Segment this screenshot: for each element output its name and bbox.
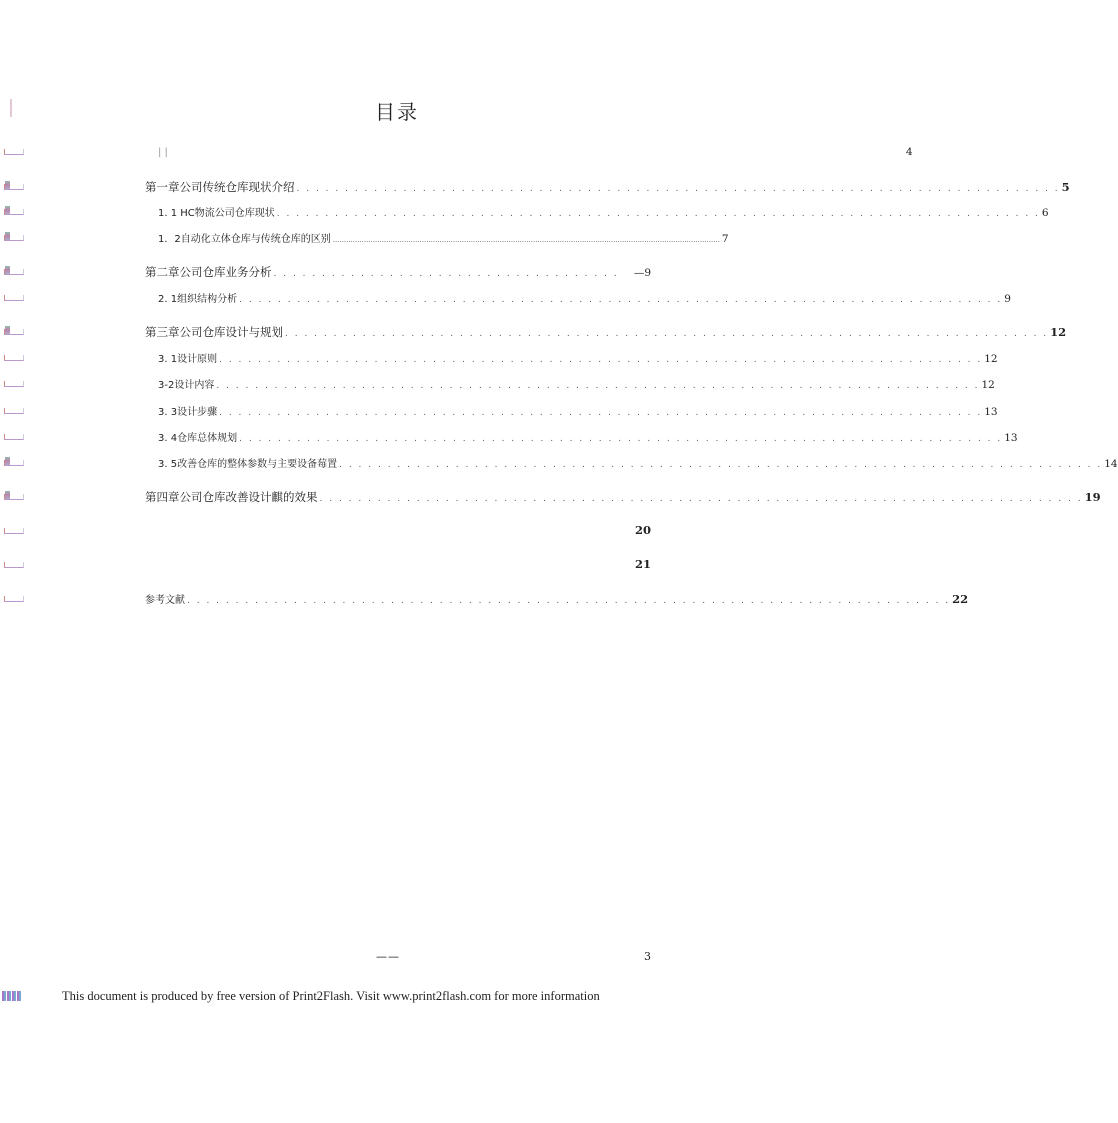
toc-entry[interactable] <box>158 146 913 158</box>
toc-entry-label: 2. 1组织结构分析 <box>158 294 238 305</box>
toc-entry-label: 3. 3设计步骤 <box>158 407 218 418</box>
toc-entry[interactable] <box>145 557 651 571</box>
toc-leader: . . . . . . . . . . . . . . . . . . . . . . . . . . . . . . . . . . . . . . . . . . . . . . . . . . . . . . . . . . . . . . . . . . . . . . . . . . . . . . . <box>239 434 1003 444</box>
toc-entry[interactable] <box>145 324 1067 340</box>
toc-page-number: 19 <box>1084 490 1101 504</box>
toc-entry[interactable] <box>158 376 995 391</box>
toc-entry[interactable] <box>145 264 651 280</box>
margin-mark <box>4 231 22 241</box>
margin-mark <box>4 180 22 190</box>
margin-mark <box>4 430 22 440</box>
toc-entry-label: 3-2设计内容 <box>158 380 215 391</box>
toc-entry[interactable] <box>158 350 998 365</box>
toc-leader: . . . . . . . . . . . . . . . . . . . . . . . . . . . . . . . . . . . . . . . . . . . . . . . . . . . . . . . . . . . . . . . . . . . . . . . . . . . . . . . <box>296 184 1060 194</box>
toc-page-number: 13 <box>984 406 998 418</box>
toc-page-number: 20 <box>634 523 651 537</box>
toc-entry-label: 3. 1设计原则 <box>158 354 218 365</box>
toc-page-number: 7 <box>721 233 729 245</box>
toc-page-number: 12 <box>981 379 995 391</box>
toc-leader: . . . . . . . . . . . . . . . . . . . . . . . . . . . . . . . . . . . . . . . . . . . . . . . . . . . . . . . . . . . . . . . . . . . . . . . . . . . . . . . <box>187 596 951 606</box>
toc-page-number: 6 <box>1041 207 1049 219</box>
margin-mark <box>4 456 22 466</box>
margin-mark <box>4 205 22 215</box>
watermark-text: This document is produced by free version of Print2Flash. Visit www.print2flash.com for more information <box>62 989 600 1003</box>
toc-page-number: —9 <box>633 267 651 279</box>
margin-mark <box>4 145 22 155</box>
margin-mark <box>4 351 22 361</box>
toc-leader: . . . . . . . . . . . . . . . . . . . . . . . . . . . . . . . . . . . . . . . . . . . . . . . . . . . . . . . . . . . . . . . . . . . . . . . . . . . . . . . <box>216 381 980 391</box>
toc-entry-label: 3. 5改善仓库的整体参数与主要设备莓置 <box>158 459 338 470</box>
toc-leader: . . . . . . . . . . . . . . . . . . . . . . . . . . . . . . . . . . . . . . . . . . . . . . . . . . . . . . . . . . . . . . . . . . . . . . . . . . . . . . . <box>239 295 1003 305</box>
toc-page-number: 22 <box>952 592 969 606</box>
toc-entry[interactable] <box>145 591 969 606</box>
toc-page-number: 14 <box>1104 458 1118 470</box>
footer-center-mark: —— <box>376 950 400 963</box>
margin-mark <box>4 265 22 275</box>
toc-page-number: 12 <box>984 353 998 365</box>
toc-entry-label: 1．2自动化立体仓库与传统仓库的区别 <box>158 234 331 245</box>
toc-entry[interactable] <box>145 179 1070 195</box>
toc-leader: . . . . . . . . . . . . . . . . . . . . . . . . . . . . . . . . . . . . . . . . . . . . . . . . . . . . . . . . . . . . . . . . . . . . . . . . . . . . . . . <box>285 329 1049 339</box>
toc-leader: . . . . . . . . . . . . . . . . . . . . . . . . . . . . . . . . . . . . . . . . . . . . . . . . . . . . . . . . . . . . . . . . . . . . . . . . . . . . . . . <box>219 408 983 418</box>
margin-mark <box>4 558 22 568</box>
margin-mark <box>4 404 22 414</box>
toc-entry-label: 1. 1 HC物流公司仓库现状 <box>158 208 275 219</box>
toc-leader: . . . . . . . . . . . . . . . . . . . . . . . . . . . . . . . . . . . . . . . . . . . . . . . . . . . . . . . . . . . . . . . . . . . . . . . . . . . . . . . <box>276 209 1040 219</box>
toc-leader: . . . . . . . . . . . . . . . . . . . . . . . . . . . . . . . . . . . . . . . . . . . . . . . . . . . . . . . . . . . . . . . . . . . . . . . . . . . . . . . <box>219 355 983 365</box>
toc-entry[interactable] <box>158 204 1049 219</box>
toc-leader: .............................................................................................................................................................................. <box>332 236 720 244</box>
toc-entry-label: 3. 4仓库总体规划 <box>158 433 238 444</box>
toc-entry-label: 第四章公司仓库改善设计麒的效果 <box>145 490 318 504</box>
toc-page-number: 5 <box>1061 180 1070 194</box>
toc-entry-label: 第二章公司仓库业务分析 <box>145 265 272 279</box>
footer-page-number: 3 <box>644 950 651 963</box>
toc-leader: . . . . . . . . . . . . . . . . . . . . . . . . . . . . . . . . . . . . . . . . . . . . . . . . . . . . . . . . . . . . . . . . . . . . . . . . . . . . . . . <box>319 494 1083 504</box>
toc-leader: . . . . . . . . . . . . . . . . . . . . . . . . . . . . . . . . . . . . . . . . . . . . . . . . . . . . . . . . . . . . . . . . . . . . . . . . . . . . . . . <box>339 460 1103 470</box>
toc-entry-label: 第一章公司传统仓库现状介绍 <box>145 180 295 194</box>
toc-entry[interactable] <box>158 429 1018 444</box>
toc-entry-label: 参考文献 <box>145 595 185 606</box>
margin-mark <box>4 291 22 301</box>
toc-page-number: 9 <box>1004 293 1011 305</box>
toc-entry-label: | | <box>158 147 168 158</box>
toc-entry[interactable] <box>158 455 1118 470</box>
toc-page-number: 21 <box>634 557 651 571</box>
toc-page-number: 4 <box>905 146 913 158</box>
toc-page-number: 13 <box>1004 432 1018 444</box>
print2flash-logo-icon <box>2 991 22 1001</box>
toc-entry-label: 第三章公司仓库设计与规划 <box>145 325 283 339</box>
toc-entry[interactable] <box>158 230 729 245</box>
toc-leader: . . . . . . . . . . . . . . . . . . . . . . . . . . . . . . . . . . . . <box>273 269 619 279</box>
toc-entry[interactable] <box>145 489 1101 505</box>
page-title: 目录 <box>375 100 419 124</box>
margin-mark <box>4 325 22 335</box>
toc-page-number: 12 <box>1050 325 1067 339</box>
margin-mark <box>4 524 22 534</box>
toc-entry[interactable] <box>158 290 1011 305</box>
margin-mark <box>4 592 22 602</box>
margin-mark <box>4 377 22 387</box>
toc-entry[interactable] <box>145 523 651 537</box>
margin-mark <box>4 490 22 500</box>
toc-entry[interactable] <box>158 403 998 418</box>
